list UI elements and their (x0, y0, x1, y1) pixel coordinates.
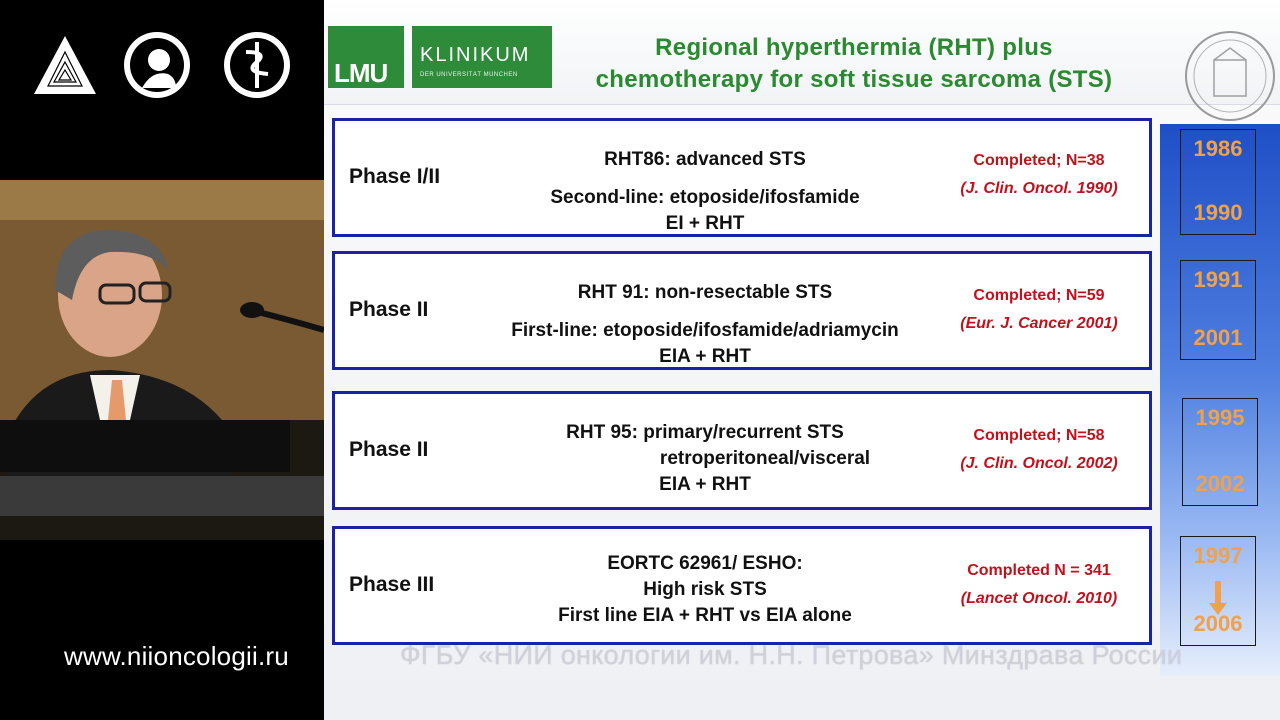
year-range-3 (1182, 398, 1258, 506)
video-panel (0, 0, 324, 720)
phase-desc-line: RHT 91: non-resectable STS (577, 282, 833, 303)
phase-desc-line: retroperitoneal/visceral (659, 448, 871, 469)
phase-desc-line: EIA + RHT (659, 474, 751, 495)
site-url: www.niioncologii.ru (64, 641, 289, 671)
year-range-2 (1180, 260, 1256, 360)
phase-desc-line: EORTC 62961/ ESHO: (607, 553, 803, 574)
year-range-4 (1180, 536, 1256, 646)
year-start: 1991 (1193, 267, 1243, 292)
presentation-slide (324, 0, 1280, 720)
phase-row-1 (332, 118, 1152, 237)
phase-desc-line: Second-line: etoposide/ifosfamide (550, 187, 860, 208)
phase-status (939, 282, 1139, 338)
status-text: Completed; N=38 (973, 152, 1105, 169)
citation-text: (J. Clin. Oncol. 1990) (960, 180, 1118, 197)
phase-desc-line: High risk STS (643, 579, 767, 600)
lmu-logo-text: LMU (334, 58, 388, 88)
year-start: 1986 (1193, 136, 1243, 161)
lmu-logo (328, 26, 404, 88)
klinikum-logo-subtext: DER UNIVERSITÄT MÜNCHEN (420, 72, 518, 78)
year-start: 1995 (1195, 405, 1245, 430)
speaker-video (0, 180, 324, 540)
phase-status (939, 422, 1139, 478)
phase-desc-line: EIA + RHT (659, 346, 751, 367)
phase-description (475, 420, 935, 498)
phase-row-3 (332, 391, 1152, 510)
klinikum-logo (412, 26, 552, 88)
university-seal-icon (1184, 30, 1276, 122)
slide-title-line1: Regional hyperthermia (RHT) plus (655, 34, 1053, 61)
year-start: 1997 (1193, 543, 1243, 568)
phase-desc-line: First line EIA + RHT vs EIA alone (558, 605, 852, 626)
phase-row-4 (332, 526, 1152, 645)
speaker-image (0, 180, 324, 540)
phase-label: Phase II (349, 438, 429, 461)
citation-text: (Eur. J. Cancer 2001) (960, 315, 1118, 332)
channel-watermark: ФГБУ «НИИ онкологии им. Н.Н. Петрова» Минздрава России (400, 640, 1183, 670)
status-text: Completed; N=59 (973, 287, 1105, 304)
status-text: Completed N = 341 (967, 562, 1111, 579)
phase-desc-line: First-line: etoposide/ifosfamide/adriamycin (511, 320, 899, 341)
klinikum-logo-text: KLINIKUM (420, 44, 531, 66)
citation-text: (Lancet Oncol. 2010) (960, 590, 1118, 607)
phase-label: Phase II (349, 298, 429, 321)
phase-desc-line: RHT86: advanced STS (604, 149, 806, 170)
pyramid-logo-icon (30, 30, 100, 100)
caduceus-emblem-icon (222, 30, 292, 100)
year-end: 2002 (1195, 471, 1245, 496)
phase-desc-line: EI + RHT (665, 213, 745, 234)
phase-status (939, 147, 1139, 203)
phase-description (475, 551, 935, 629)
phase-label: Phase I/II (349, 165, 441, 188)
year-end: 1990 (1193, 200, 1243, 225)
phase-label: Phase III (349, 573, 435, 596)
phase-description (475, 147, 935, 237)
arrow-down-icon (1215, 581, 1221, 605)
citation-text: (J. Clin. Oncol. 2002) (960, 455, 1118, 472)
phase-status (939, 557, 1139, 613)
phase-desc-line: RHT 95: primary/recurrent STS (566, 422, 844, 443)
slide-title-line2: chemotherapy for soft tissue sarcoma (STS) (595, 66, 1113, 93)
phase-row-2 (332, 251, 1152, 370)
portrait-emblem-icon (122, 30, 192, 100)
phase-description (475, 280, 935, 370)
slide-title (564, 32, 1144, 96)
year-end: 2006 (1193, 611, 1243, 636)
year-range-1 (1180, 129, 1256, 235)
year-end: 2001 (1193, 325, 1243, 350)
slide-header (324, 0, 1280, 105)
status-text: Completed; N=58 (973, 427, 1105, 444)
